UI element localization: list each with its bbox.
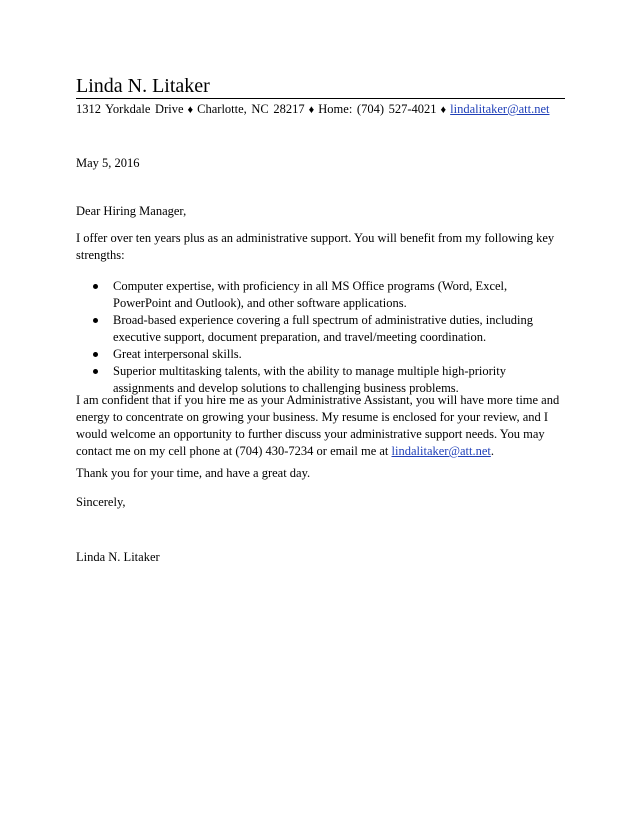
- body-email-link[interactable]: lindalitaker@att.net: [391, 444, 491, 458]
- intro-line: strengths:: [76, 248, 125, 262]
- list-item-line: Great interpersonal skills.: [113, 347, 242, 361]
- salutation: Dear Hiring Manager,: [76, 204, 187, 218]
- body-line: would welcome an opportunity to further discuss your administrative support needs. You may: [76, 427, 545, 441]
- contact-email-link[interactable]: lindalitaker@att.net: [450, 102, 550, 116]
- list-item-line: Superior multitasking talents, with the ability to manage multiple high-priority: [113, 364, 506, 378]
- strengths-list: [76, 278, 566, 397]
- diamond-separator-icon: ♦: [440, 104, 447, 116]
- list-item-line: assignments and develop solutions to challenging business problems.: [113, 381, 459, 395]
- diamond-separator-icon: ♦: [187, 104, 194, 116]
- contact-address: 1312 Yorkdale Drive: [76, 102, 184, 116]
- diamond-separator-icon: ♦: [308, 104, 315, 116]
- signature-name: Linda N. Litaker: [76, 550, 160, 564]
- list-item: [76, 312, 566, 346]
- bullet-icon: [93, 318, 98, 323]
- bullet-icon: [93, 352, 98, 357]
- thanks-line: Thank you for your time, and have a great day.: [76, 466, 311, 480]
- bullet-icon: [93, 284, 98, 289]
- body-paragraph: [76, 392, 566, 460]
- list-item: [76, 278, 566, 312]
- contact-city: Charlotte, NC 28217: [197, 102, 305, 116]
- contact-phone: Home: (704) 527-4021: [318, 102, 437, 116]
- contact-line: [76, 101, 550, 118]
- header-divider: [76, 98, 565, 99]
- body-last-punctuation: .: [490, 444, 494, 458]
- body-last-text: contact me on my cell phone at (704) 430-7234 or email me at: [76, 444, 392, 458]
- list-item: [76, 346, 566, 363]
- letter-date: May 5, 2016: [76, 156, 140, 170]
- body-line: I am confident that if you hire me as your Administrative Assistant, you will have more time and: [76, 393, 560, 407]
- list-item-line: Computer expertise, with proficiency in all MS Office programs (Word, Excel,: [113, 279, 508, 293]
- list-item-line: PowerPoint and Outlook), and other software applications.: [113, 296, 407, 310]
- list-item-line: executive support, document preparation, and travel/meeting coordination.: [113, 330, 487, 344]
- body-line: energy to concentrate on growing your business. My resume is enclosed for your review, and I: [76, 410, 549, 424]
- body-line: [76, 443, 566, 460]
- closing: Sincerely,: [76, 495, 126, 509]
- list-item-line: Broad-based experience covering a full spectrum of administrative duties, including: [113, 313, 534, 327]
- bullet-icon: [93, 369, 98, 374]
- intro-paragraph: [76, 230, 566, 264]
- sender-name: Linda N. Litaker: [76, 75, 210, 97]
- intro-line: I offer over ten years plus as an administrative support. You will benefit from my following key: [76, 231, 555, 245]
